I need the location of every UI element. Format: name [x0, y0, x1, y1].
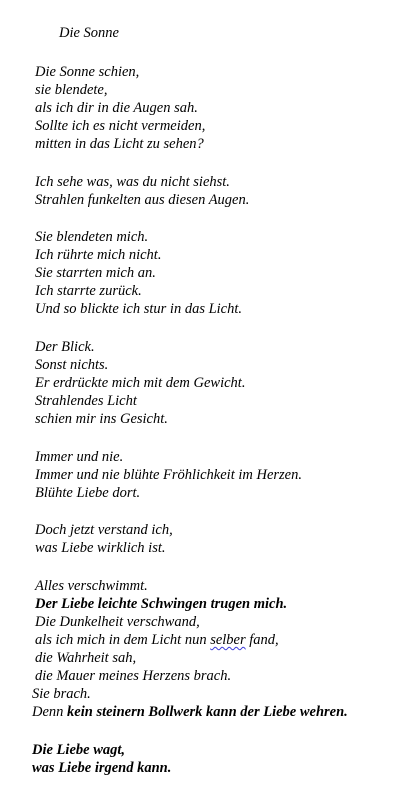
- poem-line: schien mir ins Gesicht.: [35, 411, 168, 427]
- poem-line: sie blendete,: [35, 82, 108, 98]
- poem-line: Blühte Liebe dort.: [35, 485, 141, 501]
- poem-line: Strahlendes Licht: [35, 393, 137, 409]
- poem-line: mitten in das Licht zu sehen?: [35, 136, 204, 152]
- poem-line-bold: Die Liebe wagt,: [32, 742, 126, 758]
- poem-line: als ich dir in die Augen sah.: [35, 100, 198, 116]
- poem-line: Immer und nie.: [35, 449, 124, 465]
- poem-line: Und so blickte ich stur in das Licht.: [35, 301, 243, 317]
- poem-line-bold-text: kein steinern Bollwerk kann der Liebe wehren.: [67, 704, 348, 720]
- poem-line-text: fand,: [245, 632, 279, 648]
- poem-line: Sonst nichts.: [35, 357, 109, 373]
- poem-line: Sie brach.: [32, 686, 91, 702]
- poem-line: Ich rührte mich nicht.: [35, 247, 162, 263]
- poem-line: Die Dunkelheit verschwand,: [35, 614, 200, 630]
- poem-line-text: als ich mich in dem Licht nun: [35, 632, 211, 648]
- poem-line: was Liebe wirklich ist.: [35, 540, 166, 556]
- poem-line: [35, 631, 279, 649]
- poem-line: Sie blendeten mich.: [35, 229, 149, 245]
- poem-line: [32, 703, 348, 721]
- poem-title: Die Sonne: [59, 25, 119, 41]
- poem-line: die Mauer meines Herzens brach.: [35, 668, 232, 684]
- poem-line: Der Blick.: [35, 339, 95, 355]
- poem-line: Die Sonne schien,: [35, 64, 140, 80]
- poem-line: Sollte ich es nicht vermeiden,: [35, 118, 206, 134]
- poem-line: Immer und nie blühte Fröhlichkeit im Herzen.: [35, 467, 302, 483]
- poem-line: die Wahrheit sah,: [35, 650, 137, 666]
- poem-line: Doch jetzt verstand ich,: [35, 522, 173, 538]
- poem-line: Strahlen funkelten aus diesen Augen.: [35, 192, 250, 208]
- poem-line: Er erdrückte mich mit dem Gewicht.: [35, 375, 246, 391]
- spellcheck-marked-word: selber: [210, 632, 246, 648]
- poem-line: Sie starrten mich an.: [35, 265, 156, 281]
- poem-line-bold: Der Liebe leichte Schwingen trugen mich.: [35, 596, 288, 612]
- poem-line: Ich sehe was, was du nicht siehst.: [35, 174, 230, 190]
- poem-line: Alles verschwimmt.: [35, 578, 148, 594]
- poem-line-bold: was Liebe irgend kann.: [32, 760, 172, 776]
- poem-line-text: Denn: [32, 704, 68, 720]
- poem-line: Ich starrte zurück.: [35, 283, 142, 299]
